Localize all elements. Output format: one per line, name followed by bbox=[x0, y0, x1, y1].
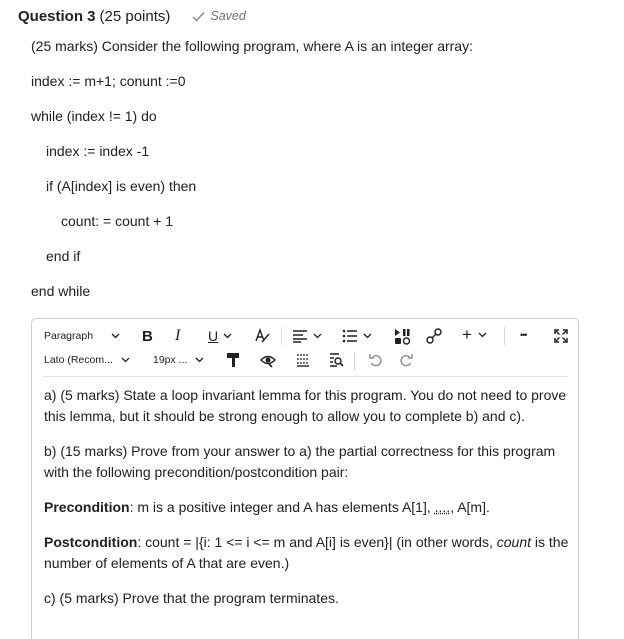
plus-icon: + bbox=[462, 325, 472, 344]
checkmark-icon bbox=[192, 11, 205, 22]
italic-button[interactable]: I bbox=[175, 327, 181, 344]
program-line: end while bbox=[31, 283, 91, 299]
expand-icon bbox=[554, 329, 568, 343]
align-button[interactable] bbox=[292, 327, 322, 345]
part-c-text: c) (5 marks) Prove that the program terminates. bbox=[44, 590, 339, 606]
font-color-icon bbox=[254, 328, 270, 344]
bold-button[interactable]: B bbox=[142, 327, 153, 345]
font-family-value: Lato (Recom... bbox=[44, 354, 113, 366]
accessibility-icon bbox=[260, 352, 276, 368]
postcondition-italic: count bbox=[496, 534, 531, 550]
postcondition bbox=[44, 532, 569, 574]
word-count-icon bbox=[295, 353, 311, 367]
find-replace-icon bbox=[328, 352, 344, 368]
paint-format-icon bbox=[226, 352, 240, 368]
program-line: index := index -1 bbox=[46, 143, 150, 159]
chevron-down-icon bbox=[111, 333, 120, 339]
program-line: while (index != 1) do bbox=[31, 108, 157, 124]
precondition-text: : m is a positive integer and A has elements A[1], bbox=[129, 499, 435, 515]
underline-button[interactable] bbox=[208, 326, 232, 346]
text-color-button[interactable] bbox=[254, 327, 270, 345]
precondition-end: , A[m]. bbox=[450, 499, 490, 515]
precondition-label: Precondition bbox=[44, 499, 130, 515]
question-header bbox=[18, 6, 246, 26]
chevron-down-icon bbox=[223, 333, 232, 339]
toolbar-divider bbox=[504, 327, 505, 345]
question-points: (25 points) bbox=[99, 7, 171, 25]
program-line: end if bbox=[46, 248, 81, 264]
editor-toolbar bbox=[32, 319, 578, 377]
block-format-select[interactable] bbox=[44, 327, 120, 345]
program-line: index := m+1; conunt :=0 bbox=[31, 73, 186, 89]
chevron-down-icon bbox=[195, 357, 204, 363]
postcondition-text: : count = |{i: 1 <= i <= m and A[i] is even}| (in other words, bbox=[137, 534, 497, 550]
media-icon bbox=[394, 328, 411, 345]
block-format-value: Paragraph bbox=[44, 330, 94, 342]
align-left-icon bbox=[292, 329, 308, 343]
redo-button[interactable] bbox=[398, 351, 414, 369]
redo-icon bbox=[398, 352, 414, 368]
undo-button[interactable] bbox=[368, 351, 384, 369]
font-family-select[interactable] bbox=[44, 351, 130, 369]
word-count-button[interactable] bbox=[295, 351, 311, 369]
editor-content[interactable] bbox=[44, 385, 569, 623]
part-a-text: a) (5 marks) State a loop invariant lemma for this program. You do not need to prove this lemma, but it should be strong enough to allow you to complete b) and c). bbox=[44, 387, 567, 424]
undo-icon bbox=[368, 352, 384, 368]
question-prompt: (25 marks) Consider the following program, where A is an integer array: bbox=[31, 38, 473, 54]
program-line: count: = count + 1 bbox=[61, 213, 174, 229]
program-line: if (A[index] is even) then bbox=[46, 178, 197, 194]
toolbar-border bbox=[42, 376, 568, 377]
postcondition-end: is the number of elements of A that are even.) bbox=[44, 534, 569, 571]
link-icon bbox=[426, 328, 442, 344]
chevron-down-icon bbox=[478, 332, 487, 338]
toolbar-divider bbox=[354, 352, 355, 370]
underline-label: U bbox=[208, 328, 219, 344]
format-painter-button[interactable] bbox=[226, 351, 240, 369]
chevron-down-icon bbox=[313, 333, 322, 339]
part-b-text: b) (15 marks) Prove from your answer to a) the partial correctness for this program with the following precondition/postcondition pair: bbox=[44, 443, 556, 480]
precondition bbox=[44, 497, 569, 518]
find-replace-button[interactable] bbox=[328, 351, 344, 369]
list-button[interactable] bbox=[342, 327, 372, 345]
saved-status bbox=[192, 9, 245, 23]
chevron-down-icon bbox=[121, 357, 130, 363]
toolbar-divider bbox=[281, 327, 282, 345]
more-options-button[interactable]: ••• bbox=[520, 330, 527, 340]
font-size-value: 19px ... bbox=[153, 354, 188, 366]
question-title: Question 3 bbox=[18, 7, 96, 25]
insert-link-button[interactable] bbox=[426, 327, 442, 345]
insert-button[interactable] bbox=[462, 325, 487, 345]
answer-editor[interactable] bbox=[31, 318, 579, 639]
font-size-select[interactable] bbox=[153, 351, 204, 369]
fullscreen-button[interactable] bbox=[554, 327, 568, 345]
postcondition-label: Postcondition bbox=[44, 534, 138, 550]
saved-label: Saved bbox=[210, 9, 246, 23]
chevron-down-icon bbox=[363, 333, 372, 339]
precondition-ellipsis: .... bbox=[434, 499, 451, 515]
insert-media-button[interactable] bbox=[394, 327, 411, 345]
accessibility-checker-button[interactable] bbox=[260, 351, 276, 369]
bullet-list-icon bbox=[342, 329, 358, 343]
